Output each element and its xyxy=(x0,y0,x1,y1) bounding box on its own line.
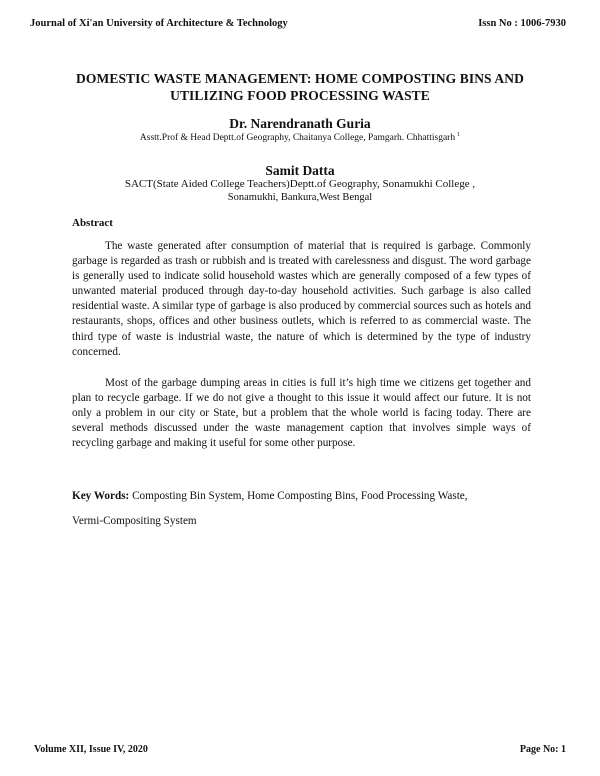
paper-title xyxy=(40,70,560,104)
title-line-1: DOMESTIC WASTE MANAGEMENT: HOME COMPOSTING BINS AND xyxy=(76,71,524,86)
author-1-superscript: 1 xyxy=(457,132,461,138)
keywords xyxy=(72,490,532,502)
author-1-name: Dr. Narendranath Guria xyxy=(229,116,371,131)
author-2-affiliation-line-2: Sonamukhi, Bankura,West Bengal xyxy=(227,192,373,203)
page-number: Page No: 1 xyxy=(519,744,566,755)
author-1-affiliation xyxy=(40,132,560,143)
keywords-line-1: Composting Bin System, Home Composting Bins, Food Processing Waste, xyxy=(129,490,468,502)
author-1-affiliation-text: Asstt.Prof & Head Deptt.of Geography, Chaitanya College, Pamgarh. Chhattisgarh xyxy=(139,133,456,144)
title-line-2: UTILIZING FOOD PROCESSING WASTE xyxy=(170,88,430,103)
author-2-name: Samit Datta xyxy=(265,163,335,178)
author-2-affiliation-line-1: SACT(State Aided College Teachers)Deptt.of Geography, Sonamukhi College , xyxy=(124,178,476,190)
keywords-line-2: Vermi-Compositing System xyxy=(72,515,197,527)
keywords-label: Key Words: xyxy=(72,490,130,502)
abstract-paragraph-2: Most of the garbage dumping areas in cities is full it’s high time we citizens get together and plan to recycle garbage. If we do not give a thought to this issue it would affect our future. It is not only a problem in our city or State, but a problem that the whole world is facing today. There are several methods discussed under the waste management caption that involves simple ways of recycling garbage and making it useful for some other purpose. xyxy=(72,377,531,450)
issn-number: Issn No : 1006-7930 xyxy=(478,18,566,29)
volume-issue: Volume XII, Issue IV, 2020 xyxy=(34,744,148,755)
abstract-heading: Abstract xyxy=(72,217,113,229)
journal-name: Journal of Xi'an University of Architecture & Technology xyxy=(30,18,288,29)
abstract-paragraph-1: The waste generated after consumption of material that is required is garbage. Commonly garbage is regarded as trash or rubbish and is treated with carelessness and disgust. The word garbage is generally used to indicate solid household wastes which are generally composed of a few types of unwanted material produced through day-to-day household activities. Such garbage is also called residential waste. A similar type of garbage is also produced by commercial sources such as hotels and restaurants, shops, offices and other business outlets, which is referred to as commercial waste. The third type of waste is industrial waste, the nature of which is determined by the type of industry concerned. xyxy=(72,240,531,358)
